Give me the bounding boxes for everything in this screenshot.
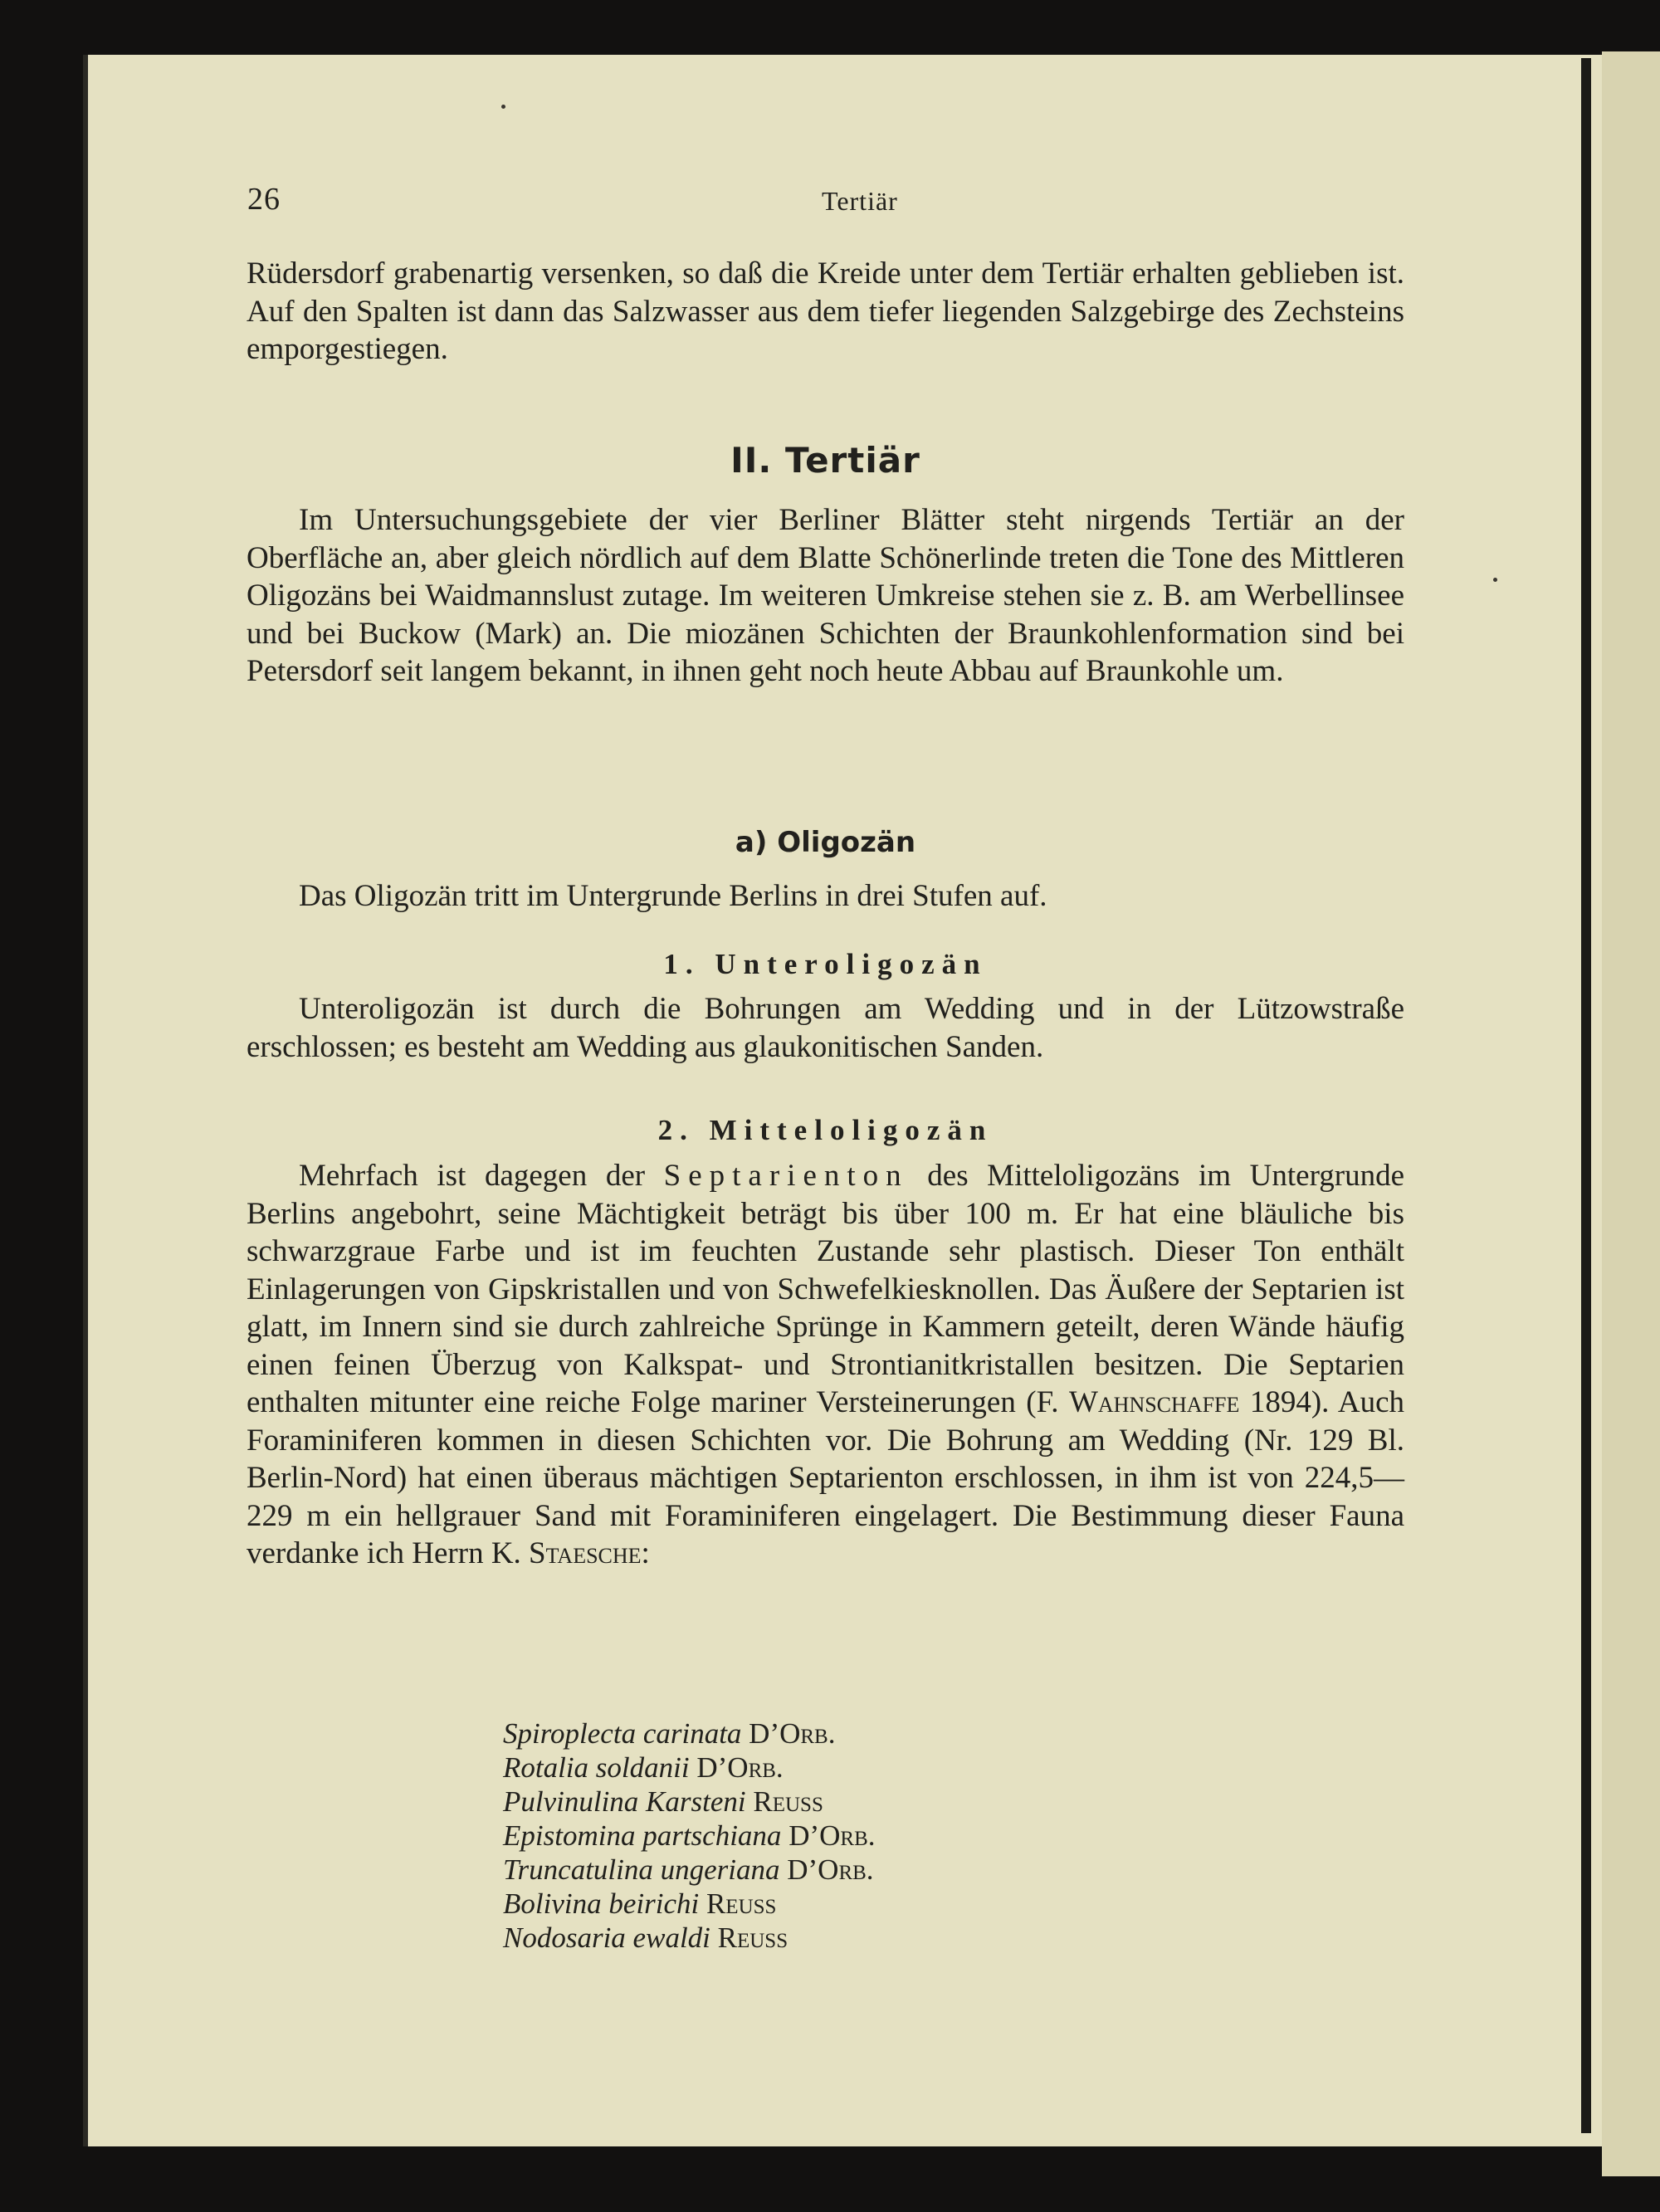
- species-name: Bolivina beirichi: [503, 1887, 700, 1920]
- species-item: [503, 1716, 876, 1751]
- author-name: Wahnschaffe: [1068, 1385, 1240, 1419]
- species-name: Truncatulina ungeriana: [503, 1853, 780, 1886]
- species-author: D’Orb.: [749, 1717, 836, 1750]
- emphasized-term: Septarienton: [663, 1159, 909, 1193]
- species-list: [503, 1716, 876, 1955]
- text-run: des Mitteloligozäns im Untergrunde Berlins angebohrt, seine Mächtigkeit beträgt bis über 100 m. Er hat eine bläuliche bis schwarzgraue Farbe und ist im feuchten Zustande sehr plastisch. Dieser Ton enthält Einlagerungen von Gipskristallen und von Schwefelkiesknollen. Das Äußere der Septarien ist glatt, im Innern sind sie durch zahlreiche Sprünge in Kammern geteilt, deren Wände häufig einen feinen Überzug von Kalkspat- und Strontianitkristallen besitzen. Die Septarien enthalten mitunter eine reiche Folge mariner Versteinerungen (F.: [247, 1159, 1404, 1419]
- species-author: Reuss: [706, 1887, 777, 1920]
- page-number: 26: [247, 182, 281, 217]
- page-gutter: [1581, 58, 1591, 2133]
- species-author: D’Orb.: [787, 1853, 874, 1886]
- species-name: Spiroplecta carinata: [503, 1717, 742, 1750]
- species-item: [503, 1751, 876, 1785]
- paragraph-septarienton: [247, 1157, 1404, 1573]
- species-name: Epistomina partschiana: [503, 1819, 782, 1852]
- species-author: D’Orb.: [788, 1819, 876, 1852]
- species-item: [503, 1819, 876, 1853]
- paragraph-continuation: Rüdersdorf grabenartig versenken, so daß die Kreide unter dem Tertiär erhalten geblieben ist. Auf den Spalten ist dann das Salzwasser aus dem tiefer liegenden Salzgebirge des Zechsteins emporgestiegen.: [247, 256, 1404, 366]
- stage-heading-lower-oligocene: 1. Unteroligozän: [663, 948, 988, 980]
- text-run: :: [641, 1536, 650, 1570]
- species-author: Reuss: [753, 1785, 823, 1818]
- species-item: [503, 1887, 876, 1921]
- paragraph-tertiary-intro: Im Untersuchungsgebiete der vier Berliner Blätter steht nirgends Tertiär an der Oberfläche an, aber gleich nördlich auf dem Blatte Schönerlinde treten die Tone des Mittleren Oligozäns bei Waidmannslust zutage. Im weiteren Umkreise stehen sie z. B. am Werbellinsee und bei Buckow (Mark) an. Die miozänen Schichten der Braunkohlenformation sind bei Petersdorf seit langem bekannt, in ihnen geht noch heute Abbau auf Braunkohle um.: [247, 503, 1404, 688]
- subsection-heading: a) Oligozän: [735, 826, 916, 859]
- species-author: Reuss: [717, 1921, 788, 1954]
- species-name: Pulvinulina Karsteni: [503, 1785, 746, 1818]
- author-name: Staesche: [529, 1536, 642, 1570]
- section-heading: II. Tertiär: [730, 440, 920, 481]
- paper-speck: [1493, 578, 1497, 582]
- stage-heading-middle-oligocene: 2. Mitteloligozän: [657, 1114, 994, 1146]
- species-name: Rotalia soldanii: [503, 1751, 690, 1784]
- paragraph-lower-oligocene: Unteroligozän ist durch die Bohrungen am Wedding und in der Lützowstraße erschlossen; es besteht am Wedding aus glaukonitischen Sanden.: [247, 992, 1404, 1064]
- running-head: Tertiär: [822, 186, 898, 216]
- species-author: D’Orb.: [696, 1751, 784, 1784]
- species-item: [503, 1785, 876, 1819]
- text-run: Mehrfach ist dagegen der: [299, 1159, 646, 1193]
- species-item: [503, 1853, 876, 1887]
- paper-speck: [501, 105, 505, 109]
- species-item: [503, 1921, 876, 1955]
- paragraph-oligocene-intro: Das Oligozän tritt im Untergrunde Berlins in drei Stufen auf.: [299, 879, 1047, 913]
- species-name: Nodosaria ewaldi: [503, 1921, 710, 1954]
- adjacent-page-edge: [1602, 51, 1660, 2176]
- text-run: 1894). Auch Foraminiferen kommen in diesen Schichten vor. Die Bohrung am Wedding (Nr. 129 Bl. Berlin-Nord) hat einen überaus mächtigen Septarienton erschlossen, in ihm ist von 224,5—229 m ein hellgrauer Sand mit Foraminiferen eingelagert. Die Bestimmung dieser Fauna verdanke ich Herrn K.: [247, 1385, 1404, 1570]
